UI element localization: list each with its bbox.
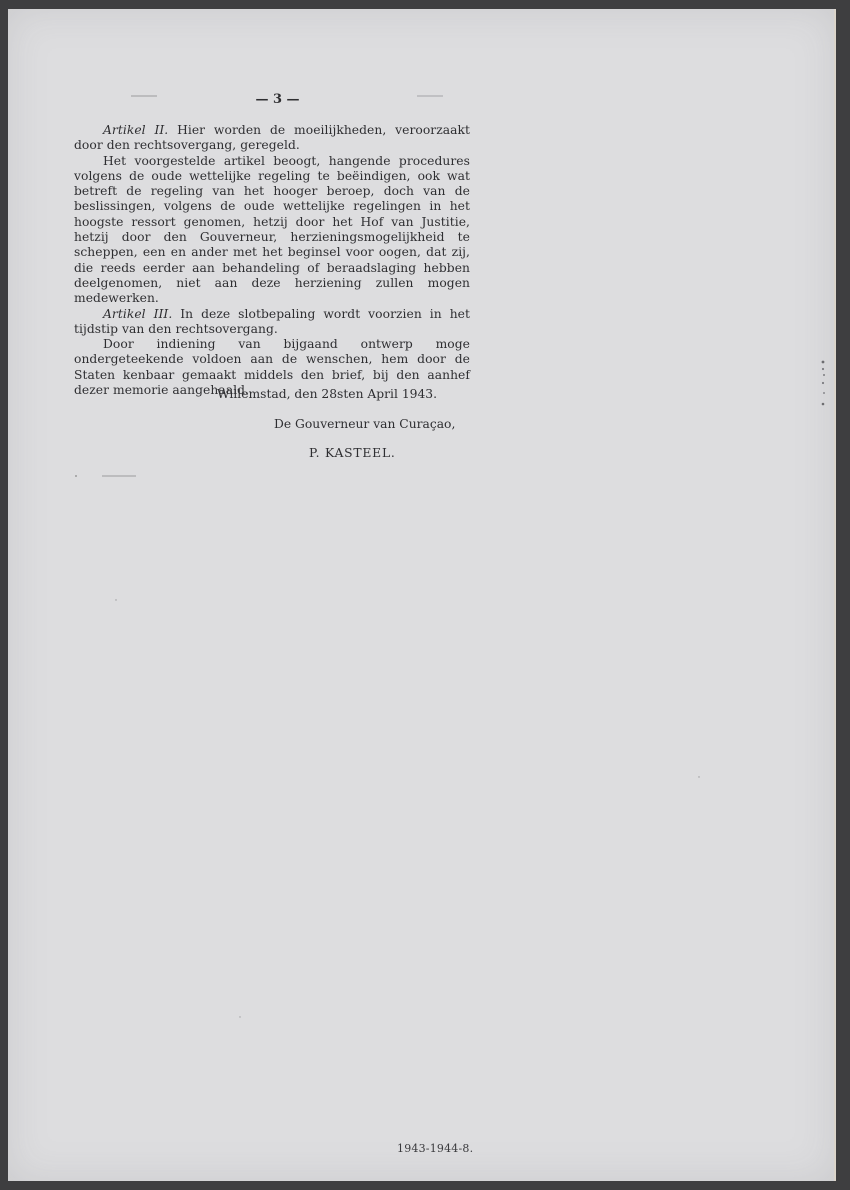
page-number: — 3 — — [255, 92, 300, 107]
place-date: Willemstad, den 28sten April 1943. — [217, 387, 438, 401]
paragraph-text: Door indiening van bijgaand ontwerp moge ondergeteekende voldoen aan de wenschen, hem door de Staten kenbaar gemaakt middels den brief, bij den aanhef dezer memorie aangehaald. — [74, 337, 470, 398]
paragraph-artikel-ii — [74, 123, 470, 154]
article-label: Artikel II. — [103, 123, 178, 137]
article-label: Artikel III. — [103, 306, 181, 321]
signatory-title: De Gouverneur van Curaçao, — [274, 417, 456, 431]
signatory-name: P. KASTEEL. — [309, 446, 396, 460]
memorandum-body — [74, 123, 470, 398]
paragraph-text: Hier worden de moeilijkheden, veroorzaakt door den rechtsovergang, geregeld. — [74, 123, 471, 153]
footer-code: 1943-1944-8. — [397, 1142, 474, 1155]
paragraph-artikel-iii — [74, 307, 470, 338]
paragraph-text: Het voorgestelde artikel beoogt, hangende procedures volgens de oude wettelijke regeling te beëindigen, ook wat betreft de regeling van het hooger beroep, doch van de beslissingen, volgens de oude wettelijke regelingen in het hoogste ressort genomen, hetzij door het Hof van Justitie, hetzij door den Gouverneur, herzieningsmogelijkheid te scheppen, een en ander met het beginsel voor oogen, dat zij, die reeds eerder aan behandeling of beraadslaging hebben deelgenomen, niet aan deze herziening zullen mogen medewerken. — [74, 153, 470, 306]
paragraph-text: In deze slotbepaling wordt voorzien in het tijdstip van den rechtsovergang. — [74, 306, 470, 336]
paragraph-explanation — [74, 154, 470, 307]
